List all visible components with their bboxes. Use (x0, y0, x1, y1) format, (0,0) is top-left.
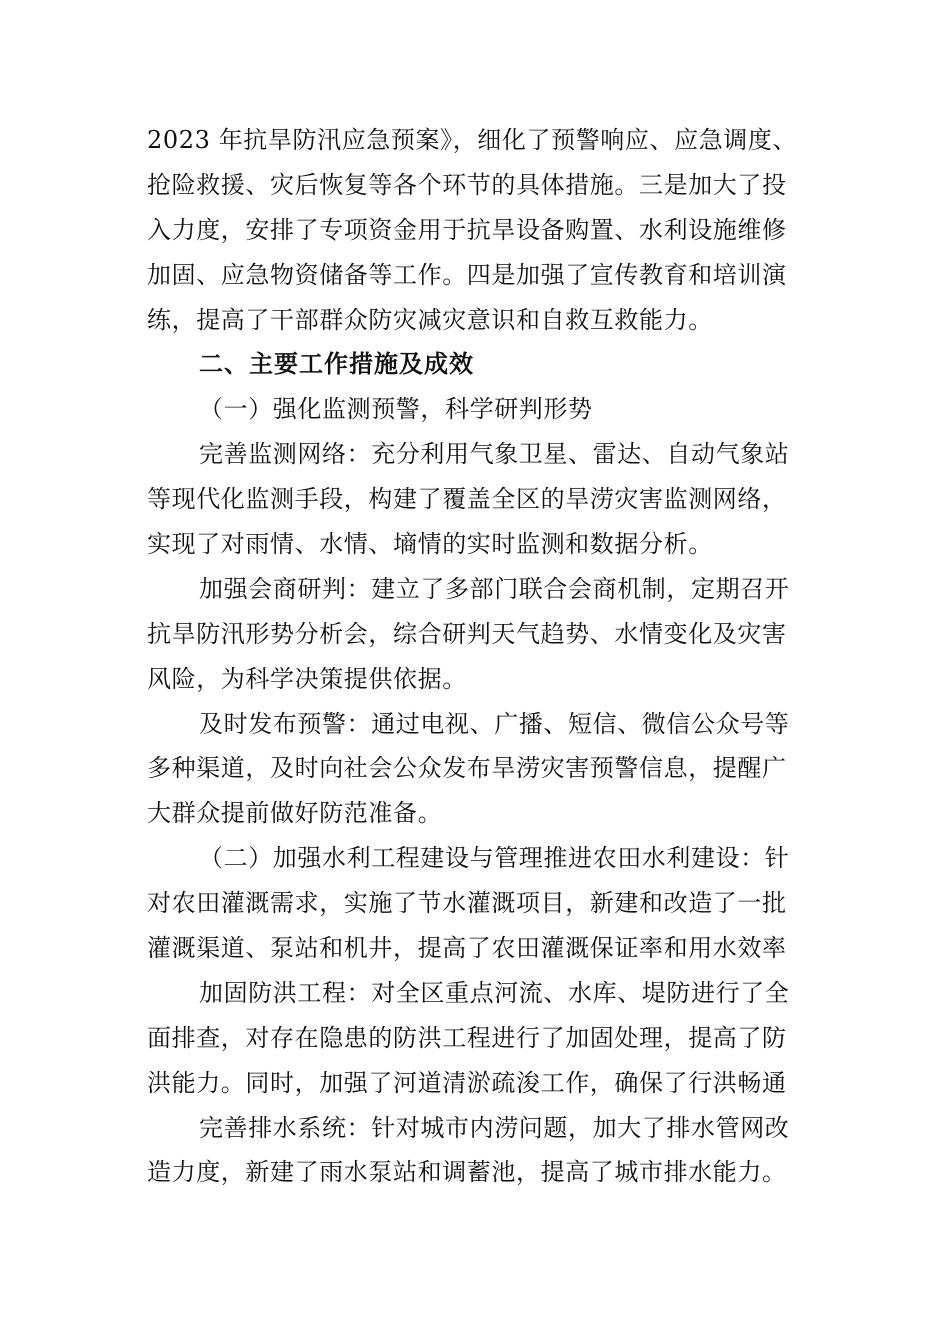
paragraph-line: 练，提高了干部群众防灾减灾意识和自救互救能力。 (147, 305, 713, 334)
paragraph-line: 完善排水系统：针对城市内涝问题，加大了排水管网改 (199, 1113, 790, 1142)
paragraph-line: 入力度，安排了专项资金用于抗旱设备购置、水利设施维修 (147, 215, 787, 244)
subsection-heading: （二）加强水利工程建设与管理推进农田水利建设：针 (199, 844, 790, 873)
paragraph-line: 加固防洪工程：对全区重点河流、水库、堤防进行了全 (199, 978, 790, 1007)
paragraph-line: 及时发布预警：通过电视、广播、短信、微信公众号等 (199, 709, 790, 738)
section-heading: 二、主要工作措施及成效 (199, 350, 474, 379)
paragraph-line: 对农田灌溉需求，实施了节水灌溉项目，新建和改造了一批 (147, 889, 787, 918)
paragraph-line: 抢险救援、灾后恢复等各个环节的具体措施。三是加大了投 (147, 170, 787, 199)
paragraph-line: 实现了对雨情、水情、墒情的实时监测和数据分析。 (147, 530, 713, 559)
paragraph-line: 多种渠道，及时向社会公众发布旱涝灾害预警信息，提醒广 (147, 754, 787, 783)
paragraph-line: 加固、应急物资储备等工作。四是加强了宣传教育和培训演 (147, 260, 787, 289)
paragraph-line: 加强会商研判：建立了多部门联合会商机制，定期召开 (199, 574, 790, 603)
paragraph-line: 2023 年抗旱防汛应急预案》，细化了预警响应、应急调度、 (147, 126, 798, 154)
paragraph-line: 灌溉渠道、泵站和机井，提高了农田灌溉保证率和用水效率 (147, 934, 787, 963)
paragraph-line: 抗旱防汛形势分析会，综合研判天气趋势、水情变化及灾害 (147, 619, 787, 648)
paragraph-line: 面排查，对存在隐患的防洪工程进行了加固处理，提高了防 (147, 1023, 787, 1052)
paragraph-line: 风险，为科学决策提供依据。 (147, 664, 467, 693)
paragraph-line: 大群众提前做好防范准备。 (147, 799, 443, 828)
paragraph-line: 等现代化监测手段，构建了覆盖全区的旱涝灾害监测网络， (147, 485, 787, 514)
document-body (147, 118, 827, 1195)
paragraph-line: 完善监测网络：充分利用气象卫星、雷达、自动气象站 (199, 440, 790, 469)
subsection-heading: （一）强化监测预警，科学研判形势 (199, 395, 593, 424)
paragraph-line: 洪能力。同时，加强了河道清淤疏浚工作，确保了行洪畅通 (147, 1068, 787, 1097)
paragraph-line: 造力度，新建了雨水泵站和调蓄池，提高了城市排水能力。 (147, 1158, 787, 1187)
